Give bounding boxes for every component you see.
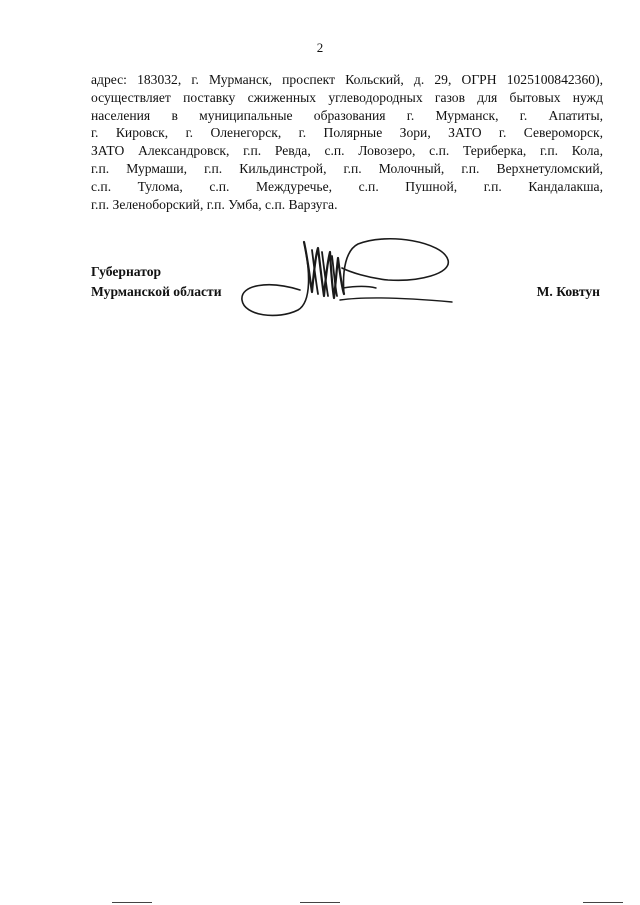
handwritten-signature <box>238 230 468 325</box>
scan-artifact <box>112 902 152 903</box>
body-line: ЗАТО Александровск, г.п. Ревда, с.п. Ловозеро, с.п. Териберка, г.п. Кола, <box>91 143 603 159</box>
body-line: г. Кировск, г. Оленегорск, г. Полярные Зори, ЗАТО г. Североморск, <box>91 125 603 141</box>
body-line: осуществляет поставку сжиженных углеводородных газов для бытовых нужд <box>91 89 603 105</box>
scan-artifact <box>583 902 623 903</box>
signatory-title-line2: Мурманской области <box>91 284 222 299</box>
body-line: адрес: 183032, г. Мурманск, проспект Кольский, д. 29, ОГРН 1025100842360), <box>91 72 603 87</box>
scan-artifact <box>300 902 340 903</box>
body-line: г.п. Мурмаши, г.п. Кильдинстрой, г.п. Молочный, г.п. Верхнетуломский, <box>91 160 603 176</box>
signatory-title-line1: Губернатор <box>91 264 162 279</box>
body-text <box>91 71 603 213</box>
signatory-title <box>91 262 222 302</box>
body-line: с.п. Тулома, с.п. Междуречье, с.п. Пушной, г.п. Кандалакша, <box>91 178 603 194</box>
body-line: г.п. Зеленоборский, г.п. Умба, с.п. Варзуга. <box>91 196 338 212</box>
body-line: населения в муниципальные образования г. Мурманск, г. Апатиты, <box>91 107 603 123</box>
signatory-name: М. Ковтун <box>536 284 600 299</box>
page-number: 2 <box>316 40 324 55</box>
